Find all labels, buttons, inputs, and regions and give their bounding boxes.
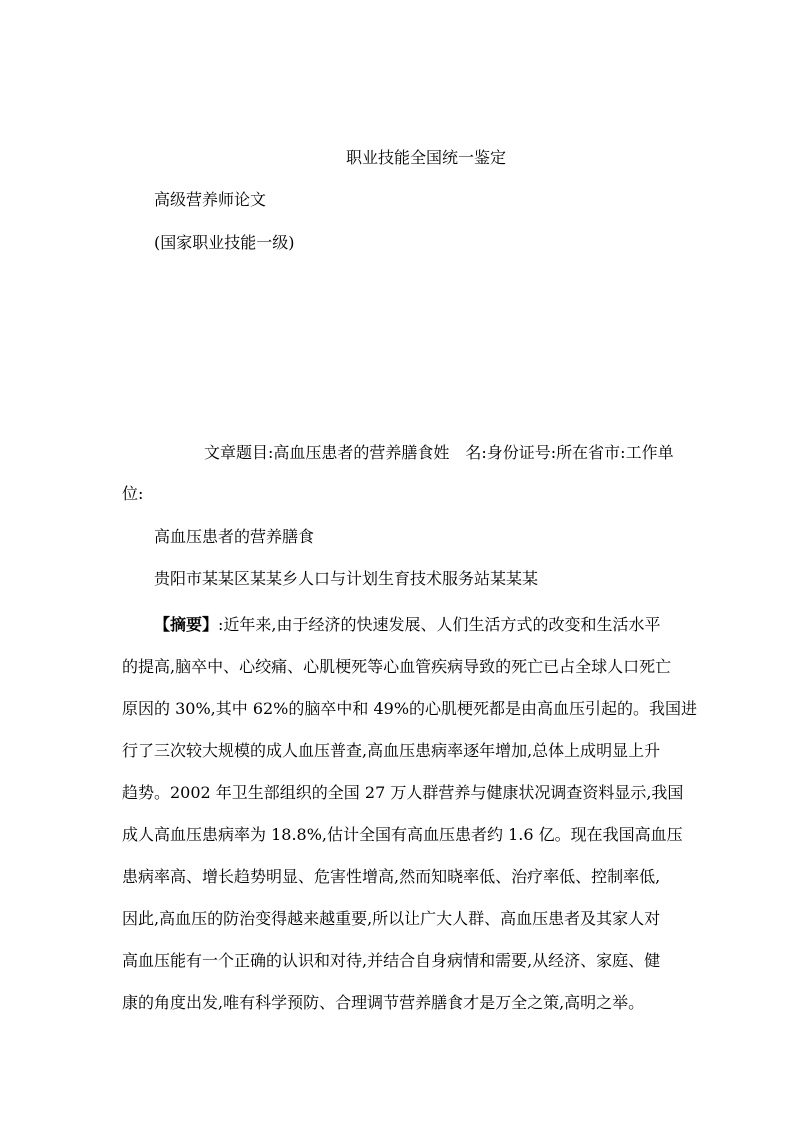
abstract-line: 高血压能有一个正确的认识和对待,并结合自身病情和需要,从经济、家庭、健 xyxy=(122,951,661,970)
document-subtitle: 高级营养师论文 xyxy=(154,190,267,209)
abstract-line: 康的角度出发,唯有科学预防、合理调节营养膳食才是万全之策,高明之举。 xyxy=(122,993,645,1012)
form-fields-line-continued: 位: xyxy=(122,484,144,503)
abstract-line: 趋势。2002 年卫生部组织的全国 27 万人群营养与健康状况调查资料显示,我国 xyxy=(122,783,684,802)
form-fields-line: 文章题目:高血压患者的营养膳食姓 名:身份证号:所在省市:工作单 xyxy=(204,443,674,462)
abstract-line xyxy=(122,604,687,646)
abstract-label: 【摘要】 xyxy=(154,615,219,634)
paper-title: 高血压患者的营养膳食 xyxy=(154,527,315,546)
abstract-line: 患病率高、增长趋势明显、危害性增高,然而知晓率低、治疗率低、控制率低, xyxy=(122,867,661,886)
abstract-text: :近年来,由于经济的快速发展、人们生活方式的改变和生活水平 xyxy=(218,615,661,634)
abstract xyxy=(122,604,698,1024)
abstract-line: 行了三次较大规模的成人血压普查,高血压患病率逐年增加,总体上成明显上升 xyxy=(122,741,661,760)
document-title: 职业技能全国统一鉴定 xyxy=(346,148,507,167)
abstract-line: 因此,高血压的防治变得越来越重要,所以让广大人群、高血压患者及其家人对 xyxy=(122,909,661,928)
abstract-line: 成人高血压患病率为 18.8%,估计全国有高血压患者约 1.6 亿。现在我国高血压 xyxy=(122,825,683,844)
author-affiliation: 贵阳市某某区某某乡人口与计划生育技术服务站某某某 xyxy=(154,569,539,588)
qualification-level: (国家职业技能一级) xyxy=(154,233,295,252)
abstract-line: 原因的 30%,其中 62%的脑卒中和 49%的心肌梗死都是由高血压引起的。我国进 xyxy=(122,699,698,718)
abstract-line: 的提高,脑卒中、心绞痛、心肌梗死等心血管疾病导致的死亡已占全球人口死亡 xyxy=(122,657,672,676)
